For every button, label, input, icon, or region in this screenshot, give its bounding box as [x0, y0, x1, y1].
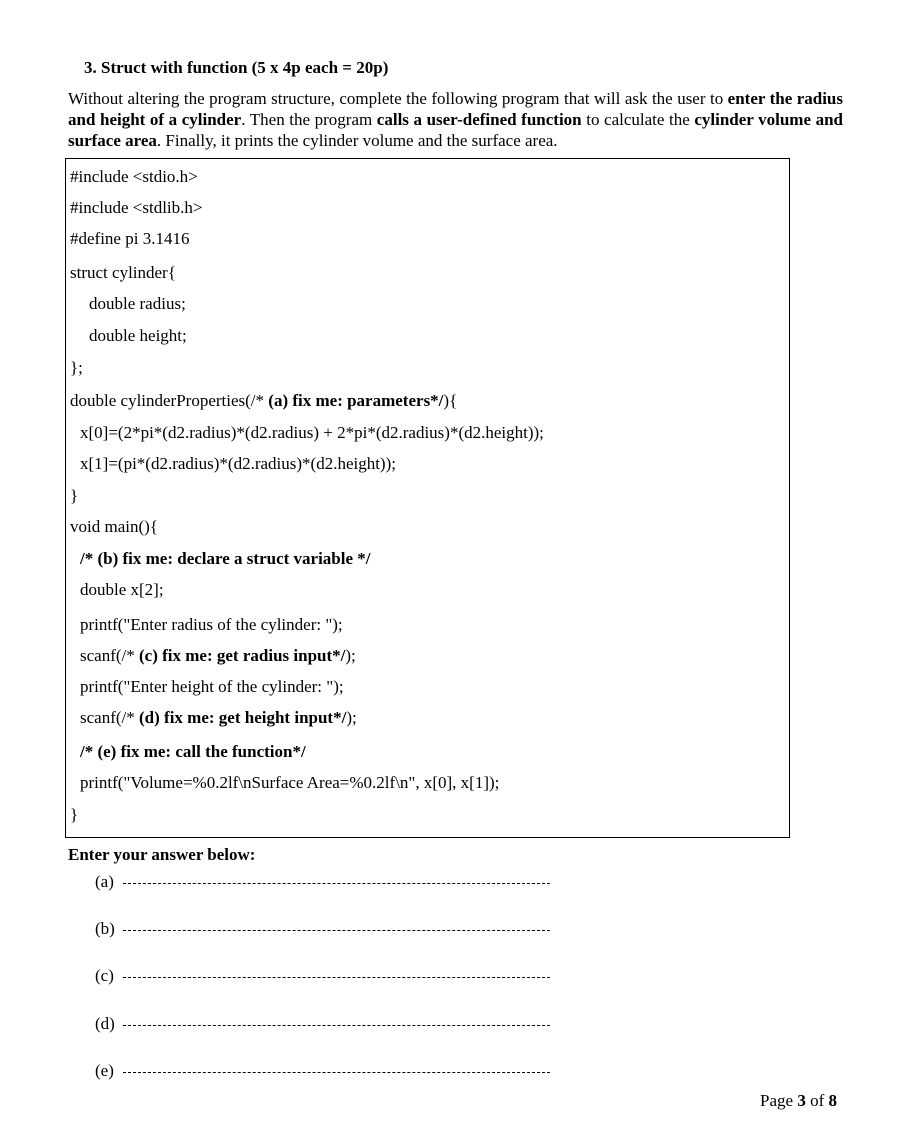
code-line-main-open: void main(){	[70, 517, 158, 536]
code-line-function-signature	[70, 391, 457, 411]
code-line-struct-close: };	[70, 358, 83, 377]
intro-run: Without altering the program structure, complete the following program that will ask the user to	[68, 89, 728, 108]
code-line-scanf-height	[80, 708, 357, 728]
answer-blank-a[interactable]	[123, 883, 550, 884]
code-line-printf-height: printf("Enter height of the cylinder: ");	[80, 677, 344, 696]
question-heading: 3. Struct with function (5 x 4p each = 20p)	[84, 58, 389, 77]
page-of: of	[805, 1091, 829, 1110]
fix-me-c: (c) fix me: get radius input*/	[139, 646, 346, 665]
answer-row-d	[95, 1014, 550, 1034]
code-line-scanf-radius	[80, 646, 356, 666]
code-line-height-field: double height;	[89, 326, 187, 345]
code-line-radius-field: double radius;	[89, 294, 186, 313]
answer-label: (e)	[95, 1061, 114, 1080]
page-number	[760, 1091, 837, 1111]
code-fragment: scanf(/*	[80, 646, 140, 665]
code-line-main-close: }	[70, 805, 79, 824]
intro-run: to calculate the	[581, 110, 695, 129]
code-fragment: ){	[443, 391, 458, 410]
intro-run: . Then the program	[241, 110, 377, 129]
answer-blank-c[interactable]	[123, 977, 550, 978]
code-line-define-pi: #define pi 3.1416	[70, 229, 190, 248]
code-line-surface-area: x[0]=(2*pi*(d2.radius)*(d2.radius) + 2*pi*(d2.radius)*(d2.height));	[80, 423, 544, 442]
code-line-printf-result: printf("Volume=%0.2lf\nSurface Area=%0.2lf\n", x[0], x[1]);	[80, 773, 500, 792]
intro-run: calls a user-defined function	[376, 110, 582, 129]
code-line-volume: x[1]=(pi*(d2.radius)*(d2.radius)*(d2.height));	[80, 454, 396, 473]
intro-run: enter the radius and height of a cylinder	[68, 89, 843, 129]
answer-label: (d)	[95, 1014, 115, 1033]
answer-label: (b)	[95, 919, 115, 938]
answer-label: (c)	[95, 966, 114, 985]
answer-row-c	[95, 966, 550, 986]
answer-row-b	[95, 919, 550, 939]
code-fragment: scanf(/*	[80, 708, 140, 727]
answer-blank-e[interactable]	[123, 1072, 550, 1073]
code-line-printf-radius: printf("Enter radius of the cylinder: ");	[80, 615, 343, 634]
answer-blank-d[interactable]	[123, 1025, 550, 1026]
intro-run: cylinder volume and surface area	[68, 110, 844, 150]
answer-row-a	[95, 872, 550, 892]
fix-me-b: /* (b) fix me: declare a struct variable */	[80, 549, 371, 568]
code-line-function-close: }	[70, 486, 79, 505]
current-page: 3	[797, 1091, 806, 1110]
fix-me-d: (d) fix me: get height input*/	[139, 708, 347, 727]
fix-me-e: /* (e) fix me: call the function*/	[80, 742, 306, 761]
answer-label: (a)	[95, 872, 114, 891]
code-line-include-stdlib: #include <stdlib.h>	[70, 198, 203, 217]
question-intro	[68, 88, 843, 151]
code-fragment: );	[345, 646, 356, 665]
code-line-array-decl: double x[2];	[80, 580, 164, 599]
code-line-struct-open: struct cylinder{	[70, 263, 176, 282]
total-pages: 8	[828, 1091, 837, 1110]
page-prefix: Page	[760, 1091, 798, 1110]
intro-run: . Finally, it prints the cylinder volume and the surface area.	[156, 131, 558, 150]
answer-row-e	[95, 1061, 550, 1081]
fix-me-a: (a) fix me: parameters*/	[268, 391, 444, 410]
code-box	[65, 158, 790, 838]
code-fragment: double cylinderProperties(/*	[70, 391, 269, 410]
answers-title: Enter your answer below:	[68, 845, 256, 864]
code-line-include-stdio: #include <stdio.h>	[70, 167, 198, 186]
code-fragment: );	[346, 708, 357, 727]
answer-blank-b[interactable]	[123, 930, 550, 931]
